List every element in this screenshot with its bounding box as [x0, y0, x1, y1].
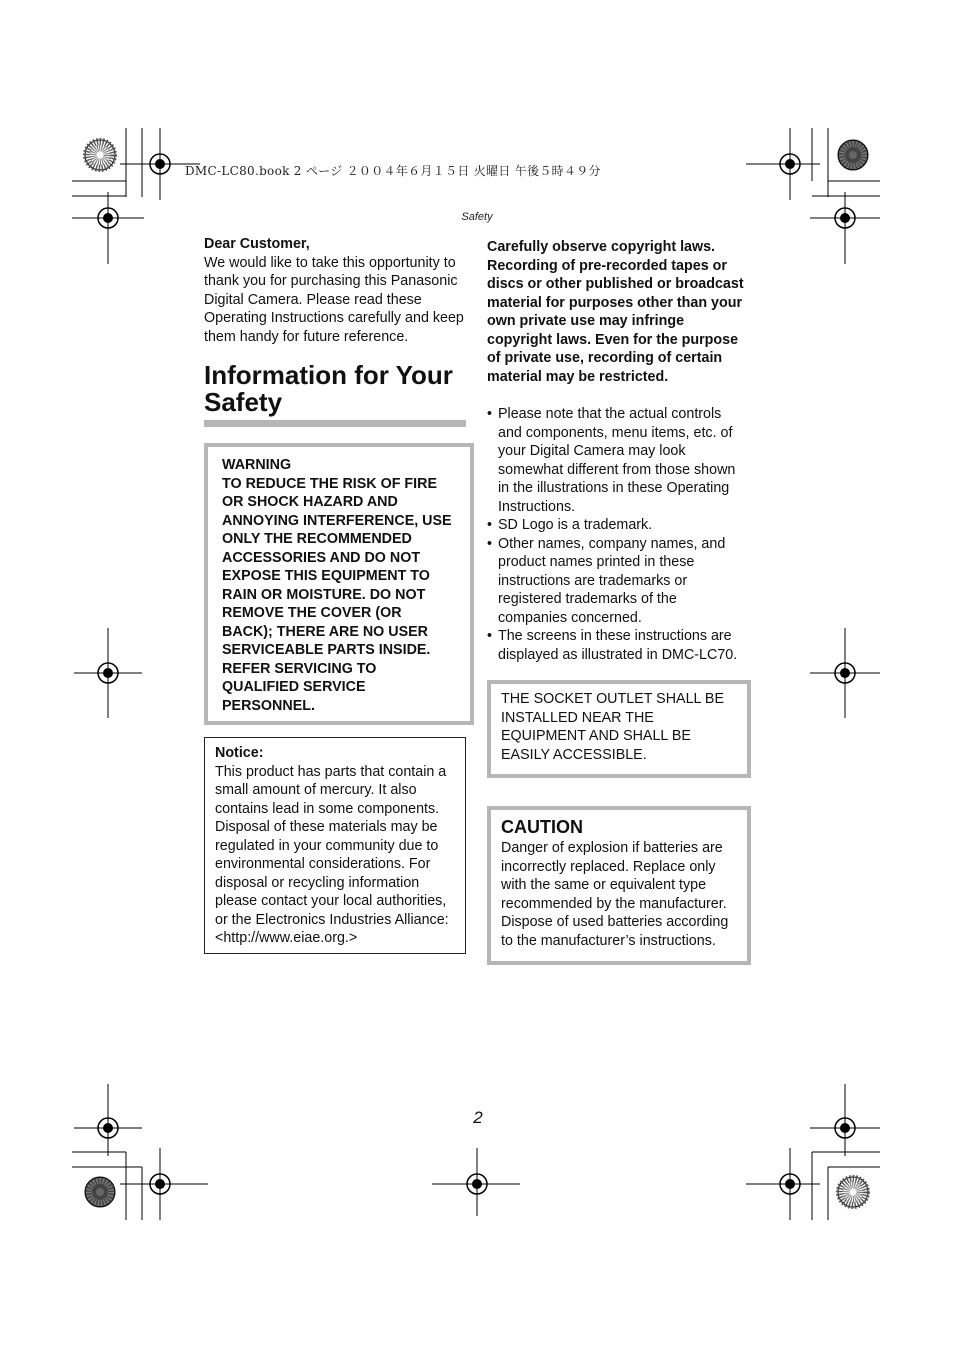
section-label: Safety	[461, 211, 493, 223]
caution-box	[487, 806, 751, 965]
socket-outlet-text: THE SOCKET OUTLET SHALL BE INSTALLED NEAR THE EQUIPMENT AND SHALL BE EASILY ACCESSIBLE.	[501, 691, 724, 763]
print-file-header: DMC-LC80.book 2 ページ ２００４年６月１５日 火曜日 午後５時４９分	[185, 164, 601, 178]
greeting-body: We would like to take this opportunity to thank you for purchasing this Panasonic Digital Camera. Please read these Operating Instructions carefully and keep them handy for future reference.	[204, 254, 464, 345]
copyright-notice: Carefully observe copyright laws. Recording of pre-recorded tapes or discs or other published or broadcast material for purposes other than your own private use may infringe copyright laws. Even for the purpose of private use, recording of certain material may be restricted.	[487, 239, 744, 385]
warning-body: TO REDUCE THE RISK OF FIRE OR SHOCK HAZARD AND ANNOYING INTERFERENCE, USE ONLY THE RECOMMENDED ACCESSORIES AND DO NOT EXPOSE THIS EQUIPMENT TO RAIN OR MOISTURE. DO NOT REMOVE THE COVER (OR BACK); THERE ARE NO USER SERVICEABLE PARTS INSIDE. REFER SERVICING TO QUALIFIED SERVICE PERSONNEL.	[222, 475, 452, 714]
caution-heading: CAUTION	[501, 817, 583, 837]
registration-target-top-left	[72, 192, 144, 264]
registration-target-bottom-right-inner	[746, 1148, 820, 1220]
notice-box	[204, 737, 466, 954]
list-item: • Please note that the actual controls and components, menu items, etc. of your Digital Camera may look somewhat different from those shown in the illustrations in these Operating Instructions.	[487, 405, 749, 516]
information-bullet-list	[487, 405, 749, 664]
list-item: • SD Logo is a trademark.	[487, 516, 749, 535]
registration-target-bottom-left	[74, 1084, 142, 1156]
registration-target-top-right	[746, 128, 820, 200]
starburst-mark-bottom-right	[838, 1177, 868, 1207]
title-underline-rule	[204, 420, 466, 427]
warning-box	[204, 443, 474, 725]
caution-body: Danger of explosion if batteries are incorrectly replaced. Replace only with the same or equivalent type recommended by the manufacturer. Dispose of used batteries according to the manufacturer’s instructions.	[501, 840, 729, 949]
warning-heading: WARNING	[222, 457, 292, 473]
page-title: Information for Your Safety	[204, 360, 453, 417]
starburst-mark-top-right	[838, 140, 868, 170]
starburst-mark-top-left	[85, 140, 115, 170]
customer-greeting	[204, 235, 468, 346]
registration-target-mid-left	[74, 628, 142, 718]
registration-target-bottom-right	[810, 1084, 880, 1156]
greeting-salutation: Dear Customer,	[204, 236, 310, 252]
registration-target-bottom-left-inner	[120, 1148, 208, 1220]
page-number: 2	[473, 1108, 483, 1127]
starburst-mark-bottom-left	[85, 1177, 115, 1207]
list-item: • The screens in these instructions are displayed as illustrated in DMC-LC70.	[487, 627, 749, 664]
notice-body: This product has parts that contain a small amount of mercury. It also contains lead in some components. Disposal of these materials may be regulated in your community due to environmental considerations. For disposal or recycling information please contact your local authorities, or the Electronics Industries Alliance: <http://www.eiae.org.>	[215, 763, 449, 946]
list-item: • Other names, company names, and product names printed in these instructions are trademarks or registered trademarks of the companies concerned.	[487, 535, 749, 628]
registration-target-bottom-center	[432, 1148, 520, 1216]
notice-heading: Notice:	[215, 745, 264, 761]
socket-outlet-notice-box	[487, 680, 751, 778]
registration-target-top-right-outer	[810, 192, 880, 264]
registration-target-mid-right	[810, 628, 880, 718]
